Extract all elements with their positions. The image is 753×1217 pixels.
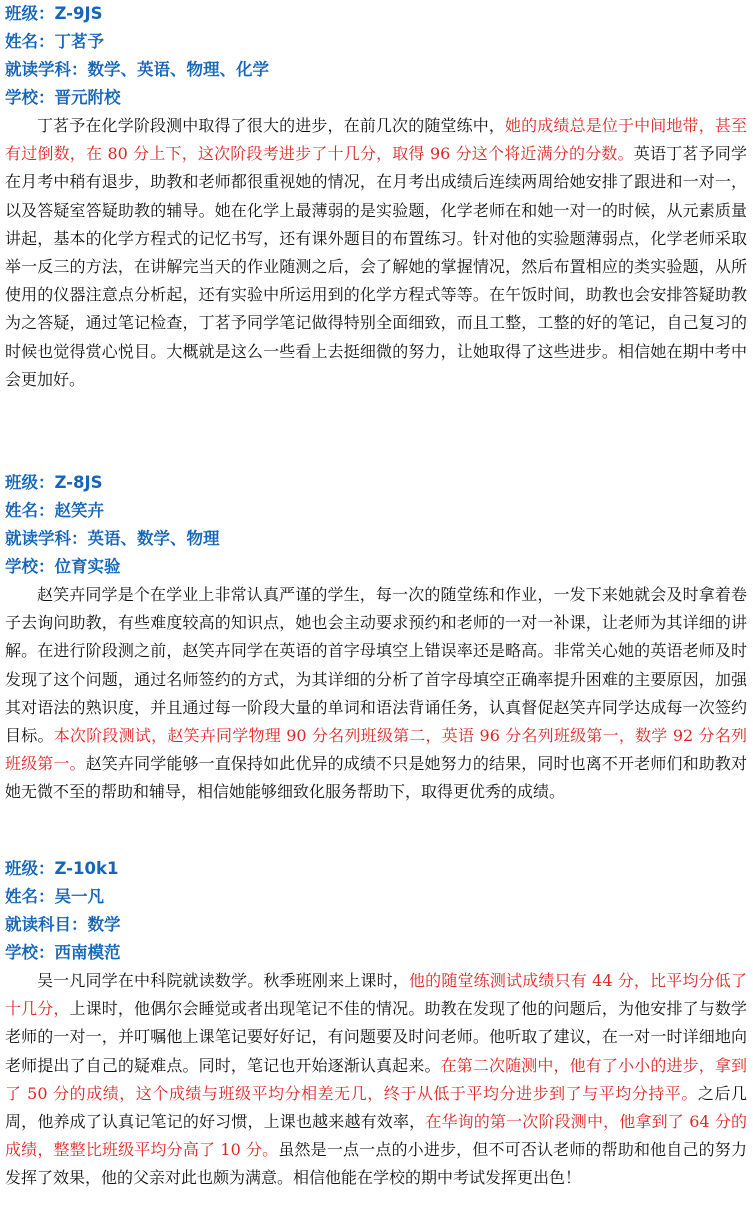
student-record-1 — [0, 0, 753, 394]
school-line: 学校：晋元附校 — [5, 88, 121, 107]
comment-paragraph — [0, 967, 753, 1193]
highlight-segment: 在华询的第一次阶段测中，他拿到了 64 分的成绩，整整比班级平均分高了 10 分。 — [5, 1112, 747, 1160]
name-line: 姓名：吴一凡 — [5, 887, 104, 906]
text-segment: 之后几周，他养成了认真记笔记的好习惯，上课也越来越有效率， — [5, 1083, 747, 1132]
student-record-2 — [0, 469, 753, 807]
text-segment: 上课时，他偶尔会睡觉或者出现笔记不佳的情况。助教在发现了他的问题后，为他安排了与数学老师的一对一，并叮嘱他上课笔记要好好记，有问题要及时问老师。他听取了建议，在一对一时详细地向老师提出了自己的疑难点。同时，笔记也开始逐渐认真起来。 — [5, 999, 747, 1075]
class-line: 班级：Z-10k1 — [5, 859, 119, 878]
class-line: 班级：Z-9JS — [5, 4, 103, 23]
text-segment: 虽然是一点一点的小进步，但不可否认老师的帮助和他自己的努力发挥了效果，他的父亲对此也颇为满意。相信他能在学校的期中考试发挥更出色！ — [5, 1140, 747, 1188]
subjects-line: 就读学科：数学、英语、物理、化学 — [5, 60, 269, 79]
text-segment: 丁茗予在化学阶段测中取得了很大的进步，在前几次的随堂练中， — [37, 116, 506, 135]
text-segment: 赵笑卉同学是个在学业上非常认真严谨的学生，每一次的随堂练和作业，一发下来她就会及时拿着卷子去询问助教，有些难度较高的知识点，她也会主动要求预约和老师的一对一补课，让老师为其详细的讲解。在进行阶段测之前，赵笑卉同学在英语的首字母填空上错误率还是略高。非常关心她的英语老师及时发现了这个问题，通过名师签约的方式，为其详细的分析了首字母填空正确率提升困难的主要原因，加强其对语法的熟识度，并且通过每一阶段大量的单词和语法背诵任务，认真督促赵笑卉同学达成每一次签约目标。 — [5, 585, 747, 746]
text-segment: 英语丁茗予同学在月考中稍有退步，助教和老师都很重视她的情况，在月考出成绩后连续两周给她安排了跟进和一对一，以及答疑室答疑助教的辅导。她在化学上最薄弱的是实验题，化学老师在和她一对一的时候，从元素质量讲起，基本的化学方程式的记忆书写，还有课外题目的布置练习。针对他的实验题薄弱点，化学老师采取举一反三的方法，在讲解完当天的作业随测之后，会了解她的掌握情况，然后布置相应的类实验题，从所使用的仪器注意点分析起，还有实验中所运用到的化学方程式等等。在午饭时间，助教也会安排答疑助教为之答疑，通过笔记检查，丁茗予同学笔记做得特别全面细致，而且工整，工整的好的笔记，自己复习的时候也觉得赏心悦目。大概就是这么一些看上去挺细微的努力，让她取得了这些进步。相信她在期中考中会更加好。 — [5, 144, 747, 389]
highlight-segment: 本次阶段测试，赵笑卉同学物理 90 分名列班级第二，英语 96 分名列班级第一，数学 92 分名列班级第一。 — [5, 726, 747, 774]
comment-paragraph — [0, 112, 753, 394]
name-line: 姓名：赵笑卉 — [5, 501, 104, 520]
subjects-line: 就读学科：英语、数学、物理 — [5, 529, 220, 548]
class-line: 班级：Z-8JS — [5, 473, 103, 492]
text-segment: 吴一凡同学在中科院就读数学。秋季班刚来上课时， — [37, 971, 409, 990]
highlight-segment: 她的成绩总是位于中间地带，甚至有过倒数，在 80 分上下，这次阶段考进步了十几分，取得 96 分这个将近满分的分数。 — [5, 116, 747, 164]
highlight-segment: 他的随堂练测试成绩只有 44 分，比平均分低了十几分， — [5, 971, 747, 1019]
school-line: 学校：西南模范 — [5, 943, 121, 962]
school-line: 学校：位育实验 — [5, 557, 121, 576]
name-line: 姓名：丁茗予 — [5, 32, 104, 51]
student-record-3 — [0, 855, 753, 1193]
text-segment: 赵笑卉同学能够一直保持如此优异的成绩不只是她努力的结果，同时也离不开老师们和助教对她无微不至的帮助和辅导，相信她能够细致化服务帮助下，取得更优秀的成绩。 — [5, 754, 747, 802]
subjects-line: 就读科目：数学 — [5, 915, 121, 934]
comment-paragraph — [0, 581, 753, 807]
highlight-segment: 在第二次随测中，他有了小小的进步，拿到了 50 分的成绩，这个成绩与班级平均分相差无几，终于从低于平均分进步到了与平均分持平。 — [5, 1055, 747, 1103]
